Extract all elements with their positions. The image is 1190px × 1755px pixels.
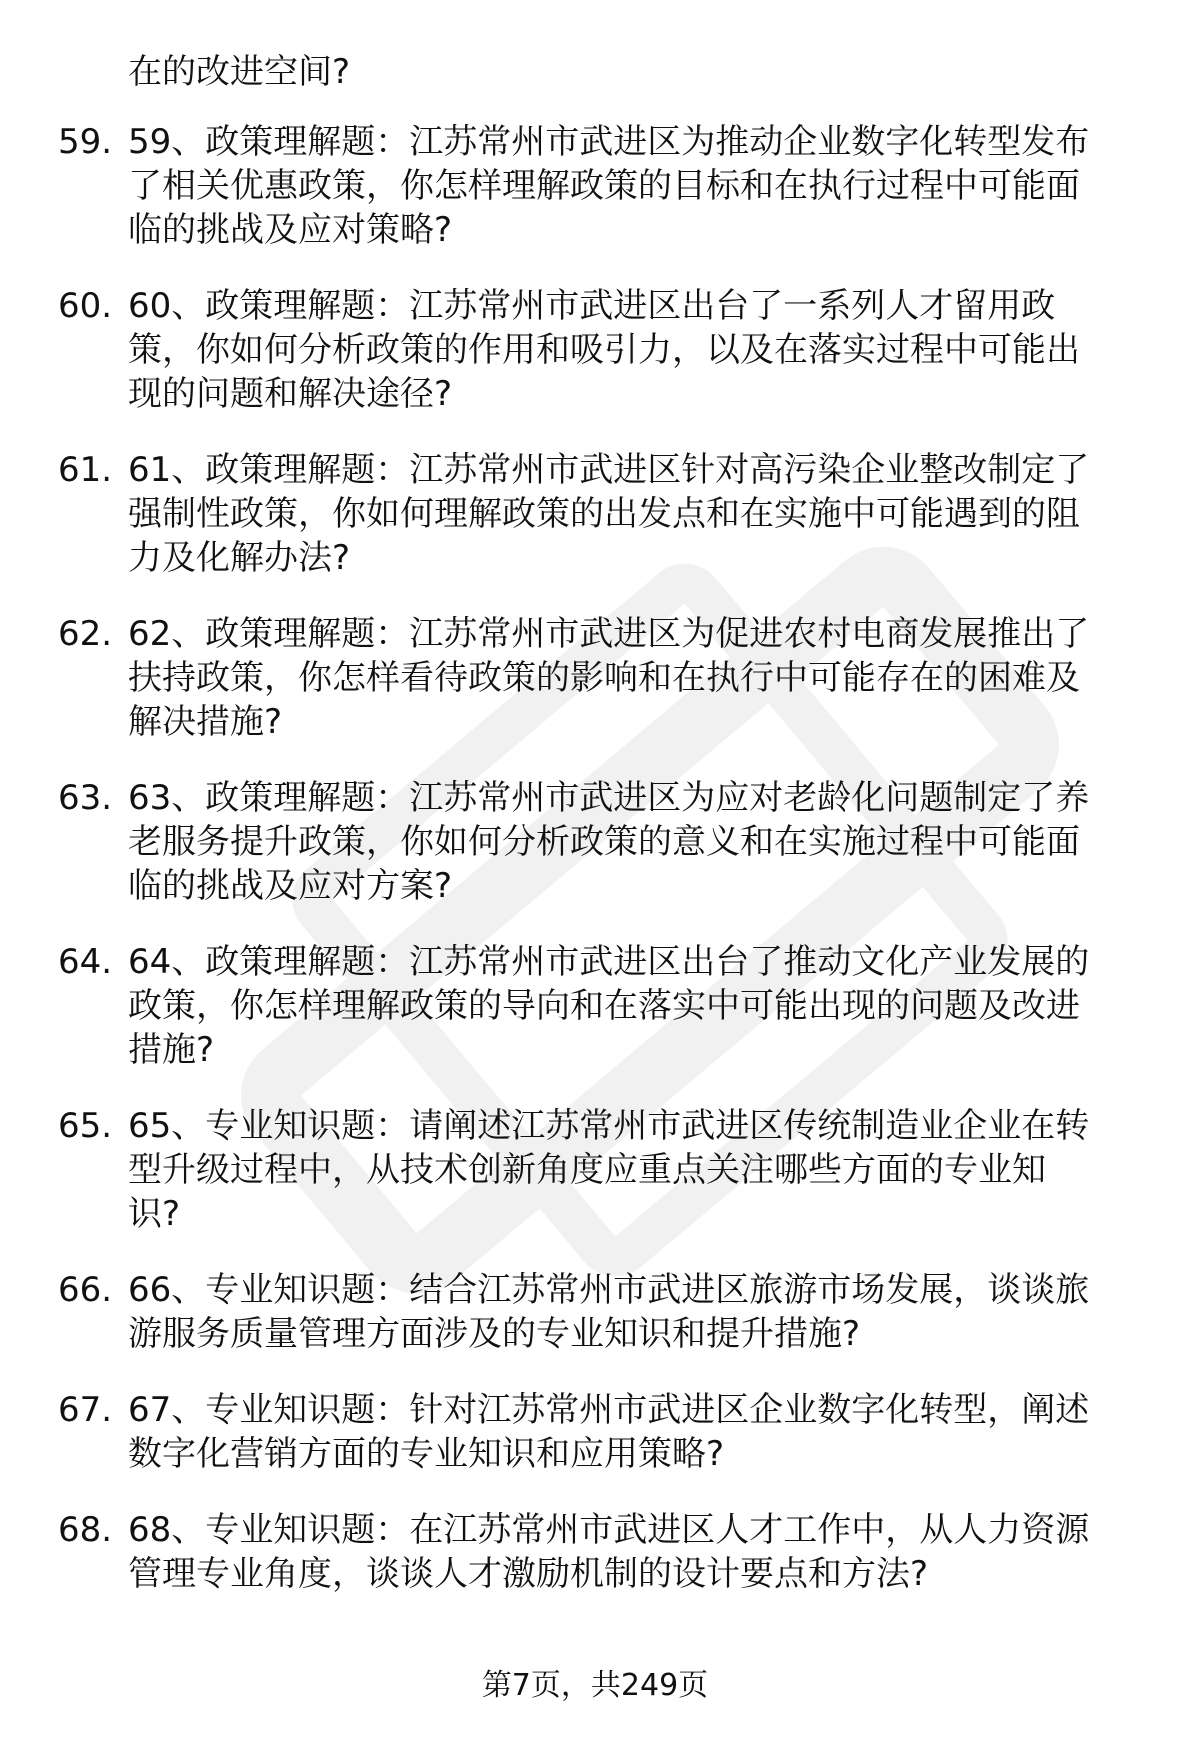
question-text-line: 64、政策理解题：江苏常州市武进区出台了推动文化产业发展的	[128, 942, 1090, 982]
question-item	[0, 1268, 1190, 1356]
question-text	[128, 1388, 1158, 1476]
question-text-line: 66、专业知识题：结合江苏常州市武进区旅游市场发展，谈谈旅	[128, 1270, 1090, 1310]
question-number: 59.	[58, 122, 113, 162]
question-text-line: 61、政策理解题：江苏常州市武进区针对高污染企业整改制定了	[128, 450, 1090, 490]
question-item	[0, 284, 1190, 416]
question-text	[128, 284, 1158, 416]
question-text-line: 强制性政策，你如何理解政策的出发点和在实施中可能遇到的阻	[128, 494, 1080, 534]
question-text-line: 扶持政策，你怎样看待政策的影响和在执行中可能存在的困难及	[128, 658, 1080, 698]
question-text-line: 数字化营销方面的专业知识和应用策略?	[128, 1434, 725, 1474]
question-text	[128, 1508, 1158, 1596]
question-text-line: 现的问题和解决途径?	[128, 374, 453, 414]
question-item	[0, 1104, 1190, 1236]
page-footer: 第7页，共249页	[481, 1668, 709, 1703]
question-item	[0, 120, 1190, 252]
question-number: 67.	[58, 1390, 113, 1430]
question-text-line: 60、政策理解题：江苏常州市武进区出台了一系列人才留用政	[128, 286, 1056, 326]
question-text-line: 管理专业角度，谈谈人才激励机制的设计要点和方法?	[128, 1554, 929, 1594]
question-number: 60.	[58, 286, 113, 326]
question-item	[0, 776, 1190, 908]
question-text-line: 了相关优惠政策，你怎样理解政策的目标和在执行过程中可能面	[128, 166, 1080, 206]
question-number: 68.	[58, 1510, 113, 1550]
question-text-line: 68、专业知识题：在江苏常州市武进区人才工作中，从人力资源	[128, 1510, 1090, 1550]
question-item	[0, 1388, 1190, 1476]
question-text-line: 62、政策理解题：江苏常州市武进区为促进农村电商发展推出了	[128, 614, 1090, 654]
question-number: 64.	[58, 942, 113, 982]
question-text	[128, 448, 1158, 580]
question-text-line: 政策，你怎样理解政策的导向和在落实中可能出现的问题及改进	[128, 986, 1080, 1026]
question-item	[0, 1508, 1190, 1596]
question-text-line: 67、专业知识题：针对江苏常州市武进区企业数字化转型，阐述	[128, 1390, 1090, 1430]
question-text-line: 措施?	[128, 1030, 215, 1070]
question-number: 66.	[58, 1270, 113, 1310]
question-number: 62.	[58, 614, 113, 654]
question-text	[128, 776, 1158, 908]
question-item	[0, 612, 1190, 744]
question-text-line: 临的挑战及应对方案?	[128, 866, 453, 906]
question-text-line: 游服务质量管理方面涉及的专业知识和提升措施?	[128, 1314, 861, 1354]
question-item	[0, 940, 1190, 1072]
question-text-line: 老服务提升政策，你如何分析政策的意义和在实施过程中可能面	[128, 822, 1080, 862]
question-list	[0, 120, 1190, 1628]
question-number: 65.	[58, 1106, 113, 1146]
question-text-line: 力及化解办法?	[128, 538, 351, 578]
question-number: 63.	[58, 778, 113, 818]
question-text-line: 型升级过程中，从技术创新角度应重点关注哪些方面的专业知	[128, 1150, 1046, 1190]
question-text-line: 策，你如何分析政策的作用和吸引力，以及在落实过程中可能出	[128, 330, 1080, 370]
question-text-line: 解决措施?	[128, 702, 283, 742]
question-text	[128, 612, 1158, 744]
question-text-line: 59、政策理解题：江苏常州市武进区为推动企业数字化转型发布	[128, 122, 1090, 162]
question-text	[128, 1104, 1158, 1236]
question-text	[128, 1268, 1158, 1356]
question-item	[0, 448, 1190, 580]
continuation-text: 在的改进空间?	[128, 52, 351, 92]
question-text-line: 65、专业知识题：请阐述江苏常州市武进区传统制造业企业在转	[128, 1106, 1090, 1146]
question-number: 61.	[58, 450, 113, 490]
question-text-line: 63、政策理解题：江苏常州市武进区为应对老龄化问题制定了养	[128, 778, 1090, 818]
question-text-line: 临的挑战及应对策略?	[128, 210, 453, 250]
question-text	[128, 940, 1158, 1072]
question-text	[128, 120, 1158, 252]
question-text-line: 识?	[128, 1194, 181, 1234]
